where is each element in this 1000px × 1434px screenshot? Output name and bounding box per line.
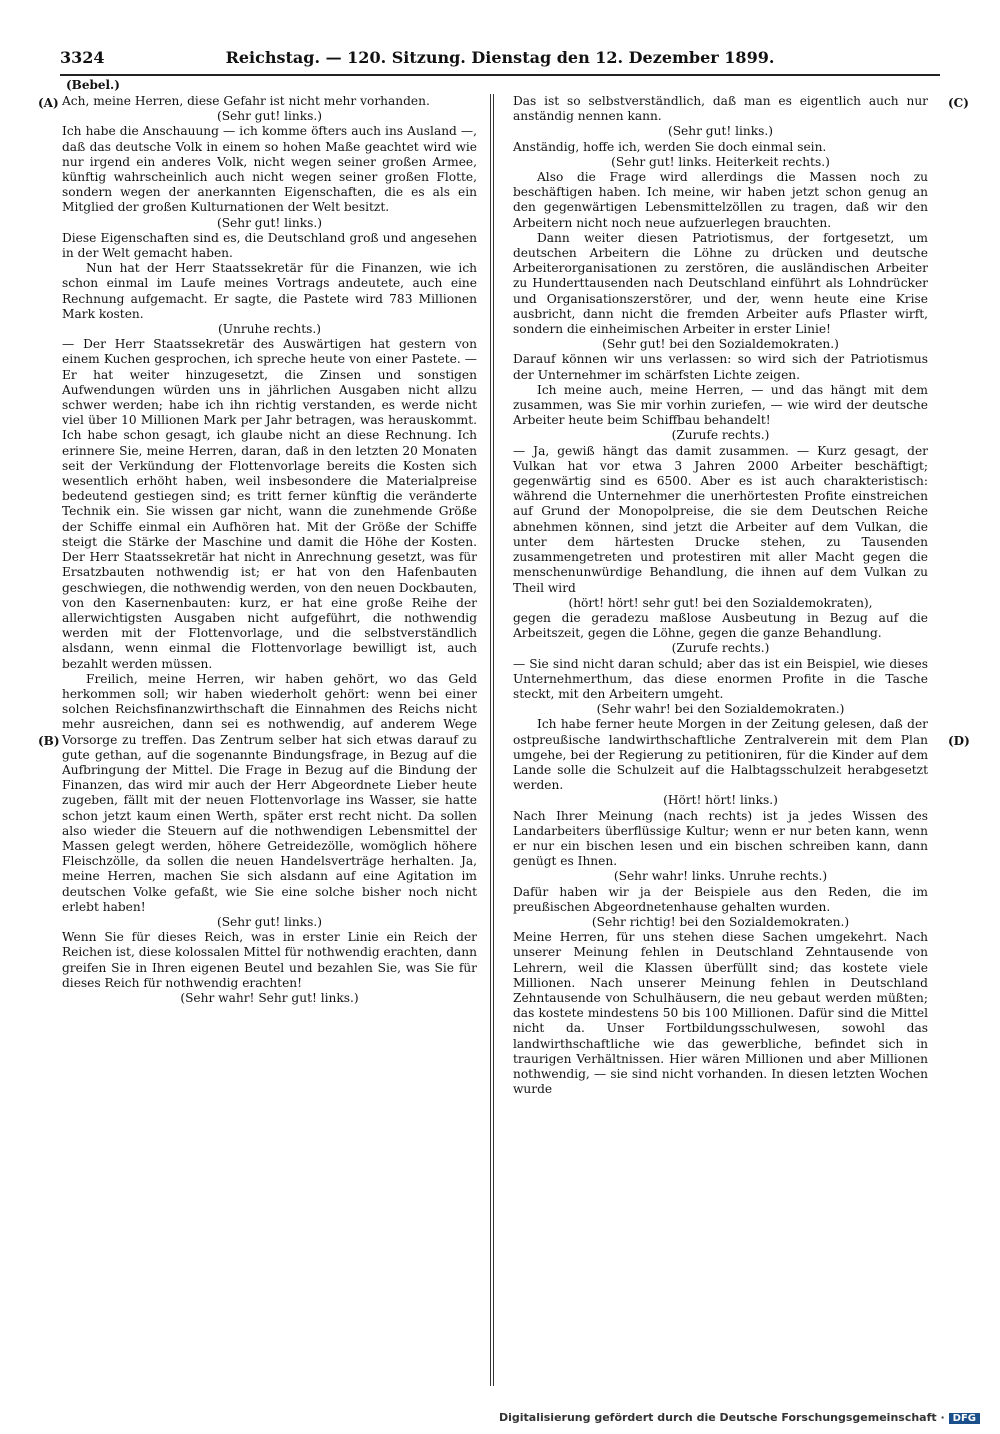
interjection: (Zurufe rechts.) xyxy=(671,428,770,443)
paragraph: Freilich, meine Herren, wir haben gehört, wo das Geld herkommen soll; wir haben wiederholt gehört: wenn bei einer solchen Reichsfinanzwirthschaft die Einnahmen des Reichs nicht mehr ausreichen, dann sei es nothwendig, auf anderem Wege Vorsorge zu treffen. Das Zentrum selber hat sich etwas darauf zu gute gethan, auf die sogenannte Bindungsfrage, in Bezug auf die Aufbringung der Mittel. Die Frage in Bezug auf die Bindung der Finanzen, das wird mir auch der Herr Abgeordnete Lieber heute zugeben, fällt mit der neuen Flottenvorlage ins Wasser, sie hatte schon jetzt kaum einen Werth, später erst recht nicht. Da sollen also wieder die Steuern auf die nothwendigen Lebensmittel der Massen gelegt werden, höhere Getreidezölle, womöglich höhere Fleischzölle, da sollen die neuen Handelsverträge herhalten. Ja, meine Herren, machen Sie sich alsdann auf eine Agitation im deutschen Volke gefaßt, wie Sie eine solche bisher noch nicht erlebt haben! xyxy=(62,671,477,914)
page-number: 3324 xyxy=(60,48,105,67)
paragraph: Anständig, hoffe ich, werden Sie doch einmal sein. xyxy=(513,139,827,154)
interjection: (Unruhe rechts.) xyxy=(218,322,321,337)
margin-mark-c: (C) xyxy=(948,96,969,110)
interjection: (Sehr gut! links.) xyxy=(667,124,774,139)
interjection: (Sehr wahr! Sehr gut! links.) xyxy=(180,990,359,1005)
footer xyxy=(499,1411,980,1424)
paragraph: Nach Ihrer Meinung (nach rechts) ist ja jedes Wissen des Landarbeiters überflüssige Kultur; wenn er nur beten kann, wenn er nur ein bischen lesen und ein bischen schreiben kann, dann genügt es Ihnen. xyxy=(513,808,928,869)
interjection: (Sehr gut! links.) xyxy=(216,914,323,929)
paragraph: Meine Herren, für uns stehen diese Sachen umgekehrt. Nach unserer Meinung fehlen in Deutschland Zehntausende von Lehrern, weil die Klassen überfüllt sind; das kostete viele Millionen. Nach unserer Meinung fehlen in Deutschland Zehntausende von Schulhäusern, die neu gebaut werden müßten; das kostete mindestens 50 bis 100 Millionen. Dafür sind die Mittel nicht da. Unser Fortbildungsschulwesen, sowohl das landwirthschaftliche wie das gewerbliche, befindet sich in traurigen Verhältnissen. Hier wären Millionen und aber Millionen nothwendig, — sie sind nicht vorhanden. In diesen letzten Wochen wurde xyxy=(513,930,928,1097)
paragraph: — Der Herr Staatssekretär des Auswärtigen hat gestern von einem Kuchen gesprochen, ich spreche heute von einer Pastete. — Er hat weiter hinzugesetzt, die Zinsen und sonstigen Aufwendungen würden uns in jährlichen Ausgaben nicht allzu schwer werden; habe ich ihn richtig verstanden, es werde nicht viel über 10 Millionen Mark per Jahr betragen, was herauskommt. Ich habe schon gesagt, ich glaube nicht an diese Rechnung. Ich erinnere Sie, meine Herren, daran, daß in den letzten 20 Monaten seit der Verkündung der Flottenvorlage bereits die Kosten sich wesentlich erhöht haben, weil insbesondere die Materialpreise bedeutend gestiegen sind; es tritt ferner künftig die veränderte Technik ein. Sie wissen gar nicht, wann die zunehmende Größe der Schiffe einmal ein Aufhören hat. Mit der Größe der Schiffe steigt die Stärke der Maschine und damit die Höhe der Kosten. Der Herr Staatssekretär hat nicht in Anrechnung gesetzt, was für Ersatzbauten nothwendig ist; er hat von den Hafenbauten geschwiegen, die nothwendig werden, von den neuen Dockbauten, von den Kasernenbauten: kurz, er hat eine große Reihe der allerwichtigsten Ausgaben nicht aufgeführt, die nothwendig werden mit der Flottenvorlage, und die selbstverständlich alsdann, wenn einmal die Flottenvorlage bewilligt ist, auch bezahlt werden müssen. xyxy=(62,337,477,671)
paragraph: Ach, meine Herren, diese Gefahr ist nicht mehr vorhanden. xyxy=(62,94,430,108)
interjection: (Sehr wahr! links. Unruhe rechts.) xyxy=(613,869,828,884)
header-rule xyxy=(60,74,940,76)
paragraph: Wenn Sie für dieses Reich, was in erster Linie ein Reich der Reichen ist, diese kolossalen Mittel für nothwendig erachten, dann greifen Sie in Ihren eigenen Beutel und bezahlen Sie, was Sie für dieses Reich für nothwendig erachten! xyxy=(62,930,477,990)
paragraph: — Ja, gewiß hängt das damit zusammen. — Kurz gesagt, der Vulkan hat vor etwa 3 Jahren 2000 Arbeiter beschäftigt; gegenwärtig sind es 6500. Aber es ist auch charakteristisch: während die Unternehmer die unerhörtesten Profite einstreichen auf Grund der Monopolpreise, die sie dem Deutschen Reiche abnehmen können, sind jetzt die Arbeiter auf dem Vulkan, die unter dem härtesten Drucke stehen, zu Tausenden zusammengetreten und protestiren mit aller Macht gegen die menschenunwürdige Behandlung, die ihnen auf dem Vulkan zu Theil wird xyxy=(513,443,928,595)
paragraph: Dann weiter diesen Patriotismus, der fortgesetzt, um deutschen Arbeitern die Löhne zu drücken und deutsche Arbeiterorganisationen zu zerstören, die ausländischen Arbeiter zu Hunderttausenden nach Deutschland einführt als Lohndrücker und Organisationszerstörer, und der, wenn heute eine Krise ausbricht, dann nicht die fremden Arbeiter aufs Pflaster wirft, sondern die einheimischen Arbeiter in erster Linie! xyxy=(513,230,928,337)
page-header xyxy=(60,48,940,72)
interjection: (Sehr gut! bei den Sozialdemokraten.) xyxy=(602,337,839,352)
right-column xyxy=(513,94,928,1097)
interjection: (Sehr wahr! bei den Sozialdemokraten.) xyxy=(596,702,845,717)
margin-mark-d: (D) xyxy=(948,734,970,748)
paragraph: Diese Eigenschaften sind es, die Deutschland groß und angesehen in der Welt gemacht haben. xyxy=(62,230,477,261)
paragraph: Ich meine auch, meine Herren, — und das hängt mit dem zusammen, was Sie mir vorhin zuriefen, — wie wird der deutsche Arbeiter heute beim Schiffbau behandelt! xyxy=(513,382,928,428)
interjection: (Sehr gut! links.) xyxy=(216,215,323,230)
interjection: (Zurufe rechts.) xyxy=(671,641,770,656)
paragraph: — Sie sind nicht daran schuld; aber das ist ein Beispiel, wie dieses Unternehmerthum, das diese enormen Profite in die Tasche steckt, mit den Arbeitern umgeht. xyxy=(513,656,928,701)
column-divider-second xyxy=(493,94,494,1386)
paragraph: gegen die geradezu maßlose Ausbeutung in Bezug auf die Arbeitszeit, gegen die Löhne, gegen die ganze Behandlung. xyxy=(513,610,928,641)
paragraph: Nun hat der Herr Staatssekretär für die Finanzen, wie ich schon einmal im Laufe meines Vortrags andeutete, auch eine Rechnung aufgemacht. Er sagte, die Pastete wird 783 Millionen Mark kosten. xyxy=(62,261,477,321)
interjection: (Hört! hört! links.) xyxy=(663,793,778,808)
dfg-logo: DFG xyxy=(949,1413,980,1424)
interjection: (Sehr gut! links.) xyxy=(216,109,323,124)
paragraph: Also die Frage wird allerdings die Massen noch zu beschäftigen haben. Ich meine, wir haben jetzt schon genug an den gegenwärtigen Lebensmittelzöllen zu tragen, daß wir den Arbeitern nicht noch neue aufzuerlegen brauchten. xyxy=(513,170,928,230)
left-column xyxy=(62,94,477,1006)
paragraph: Ich habe ferner heute Morgen in der Zeitung gelesen, daß der ostpreußische landwirthschaftliche Zentralverein mit dem Plan umgehe, bei der Regierung zu petitioniren, für die Kinder auf dem Lande solle die Schulzeit auf die Halbtagsschulzeit herabgesetzt werden. xyxy=(513,717,928,793)
paragraph: Das ist so selbstverständlich, daß man es eigentlich auch nur anständig nennen kann. xyxy=(513,94,928,124)
margin-mark-b: (B) xyxy=(38,734,60,748)
running-title: Reichstag. — 120. Sitzung. Dienstag den 12. Dezember 1899. xyxy=(225,48,775,67)
interjection: (Sehr richtig! bei den Sozialdemokraten.) xyxy=(591,914,850,929)
interjection: (Sehr gut! links. Heiterkeit rechts.) xyxy=(611,154,830,169)
column-divider xyxy=(490,94,491,1386)
margin-mark-a: (A) xyxy=(38,96,59,110)
footer-text: Digitalisierung gefördert durch die Deutsche Forschungsgemeinschaft · xyxy=(498,1411,945,1424)
paragraph: Ich habe die Anschauung — ich komme öfters auch ins Ausland —, daß das deutsche Volk in einem so hohen Maße geachtet wird wie nur irgend ein anderes Volk, nicht wegen seiner großen Armee, künftig wahrscheinlich auch nicht wegen seiner großen Flotte, sondern wegen der anerkannten Eigenschaften, die es als ein Mitglied der großen Kulturnationen der Welt besitzt. xyxy=(62,124,477,215)
paragraph: Dafür haben wir ja der Beispiele aus den Reden, die im preußischen Abgeordnetenhause gehalten wurden. xyxy=(513,884,928,914)
paragraph: Darauf können wir uns verlassen: so wird sich der Patriotismus der Unternehmer im schärfsten Lichte zeigen. xyxy=(513,352,928,382)
speaker-label: (Bebel.) xyxy=(66,78,120,92)
interjection: (hört! hört! sehr gut! bei den Sozialdemokraten), xyxy=(568,595,873,610)
